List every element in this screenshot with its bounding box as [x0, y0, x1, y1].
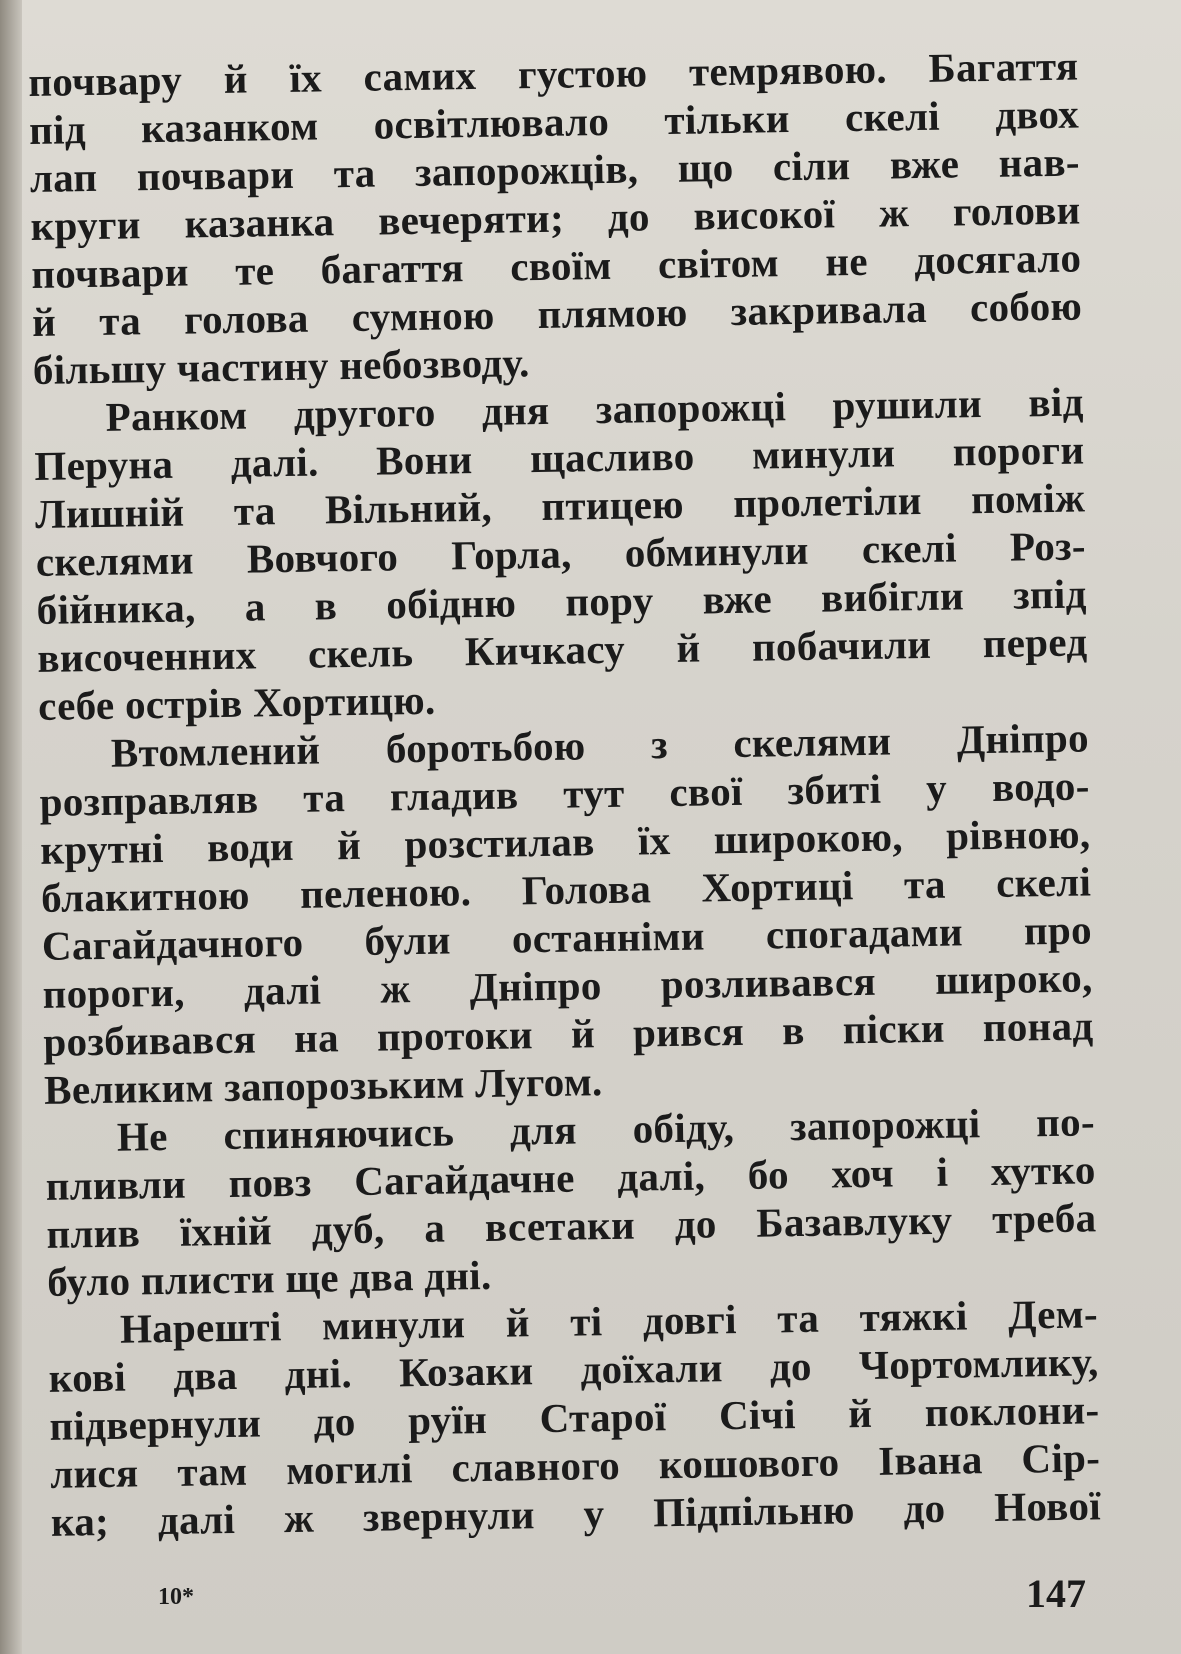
text-line: височенних скель Кичкасу й побачили перед [37, 618, 1088, 681]
page-edge-shadow [0, 0, 22, 1654]
text-line: кові два дні. Козаки доїхали до Чортомлику, [48, 1338, 1099, 1401]
text-line: лися там могилі славного кошового Івана Сір- [49, 1434, 1101, 1497]
text-line: Ранком другого дня запорожці рушили від [105, 378, 1084, 440]
text-line: бійника, а в обідню пору вже вибігли зпід [36, 570, 1087, 633]
text-line: ка; далі ж звернули у Підпільню до Нової [50, 1482, 1102, 1545]
text-line: під казанком освітлювало тільки скелі двох [28, 90, 1080, 153]
page-number: 147 [1026, 1571, 1086, 1616]
text-line: блакитною пеленою. Голова Хортиці та скелі [40, 858, 1092, 921]
text-line: Перуна далі. Вони щасливо минули пороги [34, 426, 1085, 489]
text-line: й та голова сумною плямою закривала собою [31, 282, 1083, 345]
text-line: розбивався на протоки й рився в піски понад [43, 1002, 1094, 1065]
text-line: Нарешті минули й ті довгі та тяжкі Дем- [119, 1290, 1099, 1352]
text-line: Сагайдачного були останніми спогадами про [41, 906, 1093, 969]
text-line: почвари те багаття своїм світом не досягало [31, 234, 1082, 297]
page-footer [0, 1570, 1181, 1630]
text-line: пливли повз Сагайдачне далі, бо хоч і хутко [45, 1146, 1096, 1209]
text-line: Не спиняючись для обіду, запорожці по- [116, 1098, 1096, 1160]
text-line: почвару й їх самих густою темрявою. Багаття [28, 42, 1079, 105]
text-line: Лишній та Вільний, птицею пролетіли поміж [34, 474, 1086, 537]
text-line: скелями Вовчого Горла, обминули скелі Роз- [35, 522, 1087, 585]
text-line: підвернули до руїн Старої Січі й поклони- [49, 1386, 1100, 1449]
text-line: плив їхній дуб, а всетаки до Базавлуку треба [46, 1194, 1097, 1257]
text-line: розправляв та гладив тут свої збиті у водо- [39, 762, 1090, 825]
text-line: круги казанка вечеряти; до високої ж голови [30, 186, 1081, 249]
text-line: Втомлений боротьбою з скелями Дніпро [110, 714, 1090, 776]
body-text [28, 42, 1101, 1546]
text-line: було плисти ще два дні. [46, 1251, 492, 1305]
text-line: себе острів Хортицю. [37, 676, 436, 729]
text-line: лап почвари та запорожців, що сіли вже нав- [29, 138, 1081, 201]
text-line: пороги, далі ж Дніпро розливався широко, [42, 954, 1093, 1017]
text-line: крутні води й розстилав їх широкою, рівною, [40, 810, 1091, 873]
text-line: більшу частину небозводу. [32, 339, 530, 393]
text-line: Великим запорозьким Лугом. [43, 1058, 603, 1113]
printer-signature-mark: 10* [158, 1584, 194, 1610]
